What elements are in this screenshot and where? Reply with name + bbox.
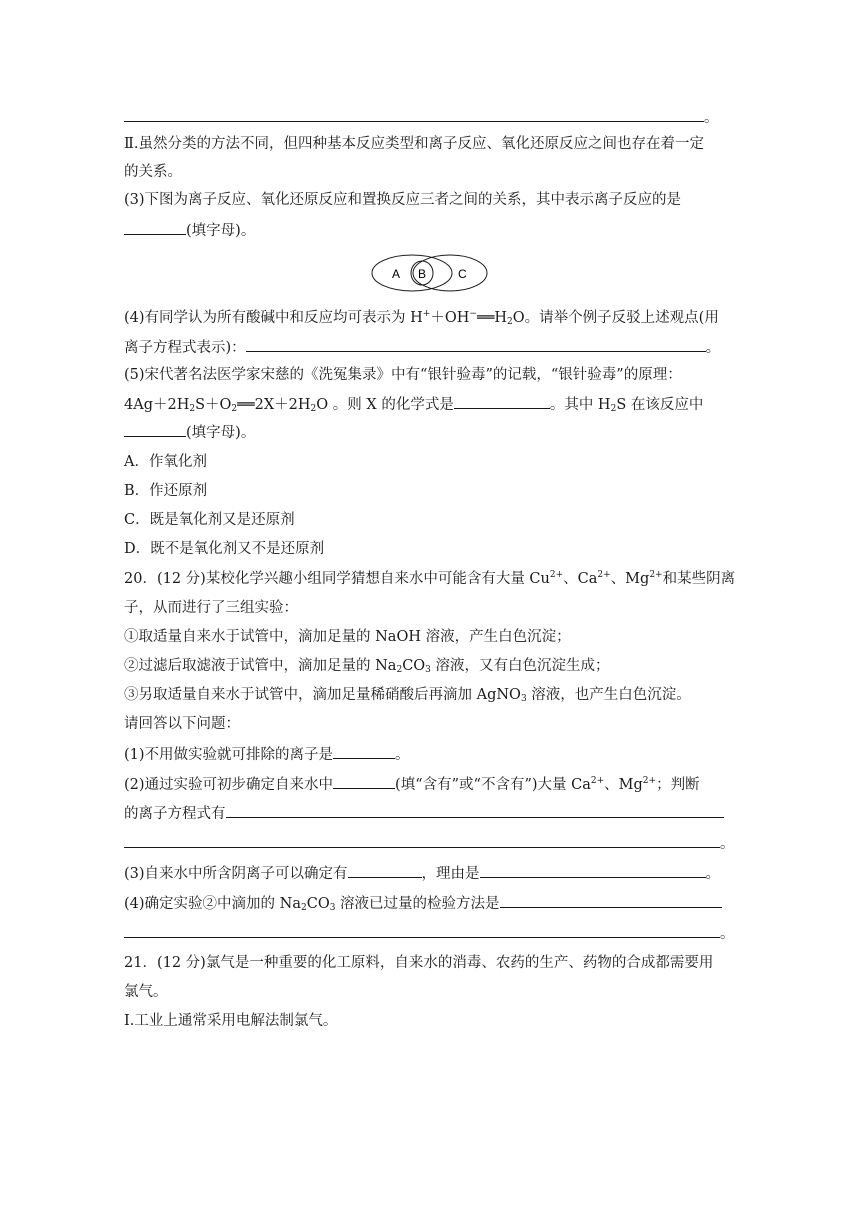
label-c: C: [458, 267, 467, 281]
q19-3-line1: (3)下图为离子反应、氧化还原反应和置换反应三者之间的关系，其中表示离子反应的是: [124, 192, 682, 208]
option-d: D．既不是氧化剂又不是还原剂: [124, 541, 325, 557]
q20-1: (1)不用做实验就可排除的离子是 。: [124, 743, 744, 765]
answer-blank: [500, 892, 722, 908]
answer-blank: [246, 336, 706, 352]
label-b: B: [418, 267, 427, 281]
answer-blank: [454, 393, 550, 409]
q20-3: (3)自来水中所含阴离子可以确定有 ，理由是 。: [124, 862, 744, 884]
answer-blank: [124, 832, 720, 848]
answer-blank: [124, 219, 186, 235]
q21-line2: 氯气。: [124, 984, 168, 1000]
q19-3-line2: (填字母)。: [124, 219, 744, 241]
venn-diagram: [368, 252, 492, 296]
q19-5-line1: (5)宋代著名法医学家宋慈的《洗冤集录》中有“银针验毒”的记载，“银针验毒”的原理：: [124, 367, 682, 383]
experiment-1: ①取适量自来水于试管中，滴加足量的 NaOH 溶液，产生白色沉淀；: [124, 629, 571, 645]
option-b: B．作还原剂: [124, 483, 208, 499]
q21-line1: 21．(12 分)氯气是一种重要的化工原料，自来水的消毒、农药的生产、药物的合成都需要用: [124, 955, 714, 971]
q19-4-line2: 离子方程式表示)： 。: [124, 336, 744, 358]
ellipse-a: [372, 255, 452, 291]
answer-blank: [124, 922, 720, 938]
q20-4-line1: (4)确定实验②中滴加的 $Na_2CO_3$ 溶液已过量的检验方法是: [124, 892, 744, 914]
q20-2-line1: (2)通过实验可初步确定自来水中 (填“含有”或“不含有”)大量 $Ca^{2+}$、$Mg^{2+}$；判断: [124, 773, 744, 795]
experiment-3: ③另取适量自来水于试管中，滴加足量稀硝酸后再滴加 AgNO$_3$ 溶液，也产生白色沉淀。: [124, 687, 691, 704]
q20-prompt: 请回答以下问题：: [124, 716, 240, 732]
option-c: C．既是氧化剂又是还原剂: [124, 512, 295, 528]
q20-line2: 子，从而进行了三组实验：: [124, 600, 298, 616]
answer-blank: [124, 106, 704, 122]
answer-blank: [333, 773, 395, 789]
answer-line: 。: [124, 106, 744, 128]
part2-line2: 的关系。: [124, 164, 182, 180]
q20-2-line2: 的离子方程式有: [124, 802, 744, 824]
label-a: A: [392, 267, 401, 281]
q19-4-line1: (4)有同学认为所有酸碱中和反应均可表示为 $H^++OH^-══H_2O$。请举个例子反驳上述观点(用: [124, 309, 719, 327]
answer-blank: [348, 862, 422, 878]
option-a: A．作氧化剂: [124, 454, 207, 470]
answer-blank: [480, 862, 706, 878]
answer-blank: [226, 802, 724, 818]
answer-blank: [124, 421, 186, 437]
q20-4-line2: 。: [124, 922, 744, 944]
answer-blank: [333, 743, 395, 759]
q21-line3: Ⅰ.工业上通常采用电解法制氯气。: [124, 1013, 338, 1029]
q19-5-equation-line: $4Ag+2H_2S+O_2══2X+2H_2O$ 。则 X 的化学式是 。其中 $H_2S$ 在该反应中: [124, 393, 744, 415]
experiment-2: ②过滤后取滤液于试管中，滴加足量的 $Na_2CO_3$ 溶液，又有白色沉淀生成；: [124, 658, 610, 675]
q19-5-line3: (填字母)。: [124, 421, 744, 443]
q20-2-line3: 。: [124, 832, 744, 854]
q20-line1: 20．(12 分)某校化学兴趣小组同学猜想自来水中可能含有大量 $Cu^{2+}$、$Ca^{2+}$、$Mg^{2+}$和某些阴离: [124, 570, 736, 587]
part2-line1: Ⅱ.虽然分类的方法不同，但四种基本反应类型和离子反应、氧化还原反应之间也存在着一定: [124, 136, 704, 152]
